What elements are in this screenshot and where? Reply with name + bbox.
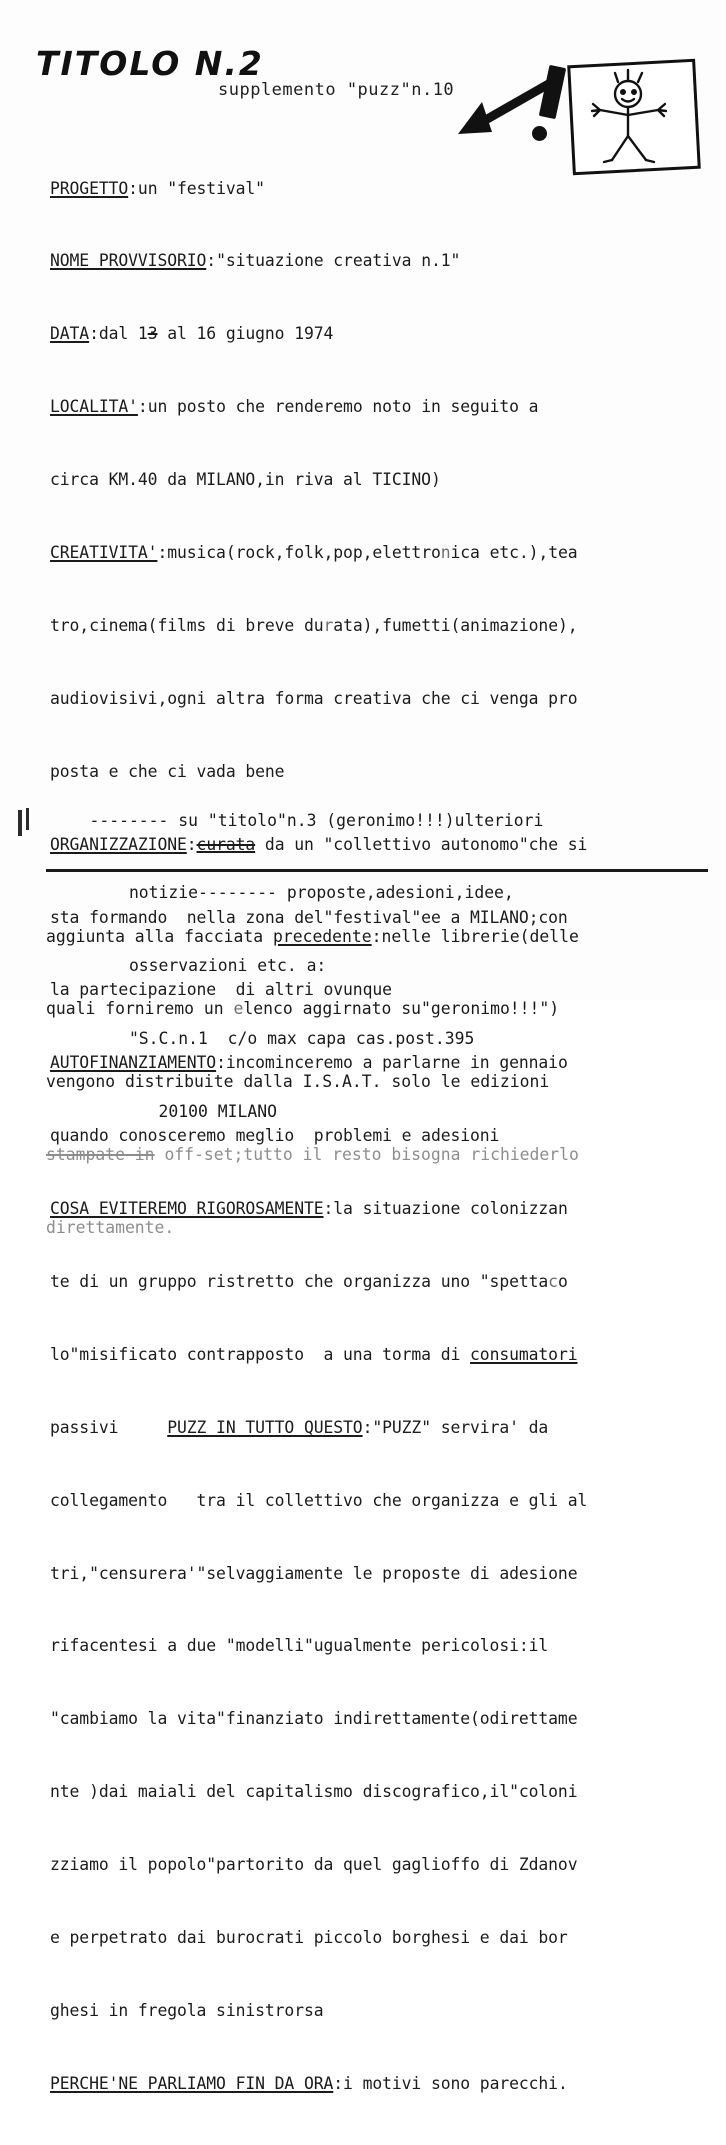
body-line: "cambiamo la vita"finanziato indirettamente(odirettame [50, 1709, 578, 1729]
body-line: DATA:dal 13 al 16 giugno 1974 [50, 324, 334, 344]
body-line: te di un gruppo ristretto che organizza uno "spettaco [50, 1271, 568, 1291]
closing-line: vengono distribuite dalla I.S.A.T. solo le edizioni [46, 1072, 550, 1092]
body-line: posta e che ci vada bene [50, 761, 285, 781]
contact-line: -------- su "titolo"n.3 (geronimo!!!)ulteriori [50, 810, 544, 830]
closing-line: direttamente. [46, 1218, 175, 1238]
body-line: ORGANIZZAZIONE:curata da un "collettivo autonomo"che si [50, 834, 588, 854]
body-line: CREATIVITA':musica(rock,folk,pop,elettronica etc.),tea [50, 543, 578, 563]
body-line: quando conosceremo meglio problemi e adesioni [50, 1126, 500, 1146]
body-line: la partecipazione di altri ovunque [50, 980, 392, 1000]
body-line: circa KM.40 da MILANO,in riva al TICINO) [50, 470, 441, 490]
body-line: zziamo il popolo"partorito da quel gaglioffo di Zdanov [50, 1855, 578, 1875]
margin-marks-icon [12, 806, 42, 896]
body-line: collegamento tra il collettivo che organizza e gli al [50, 1490, 588, 1510]
closing-line: quali forniremo un elenco aggirnato su"geronimo!!!") [46, 999, 560, 1019]
page-subtitle: supplemento "puzz"n.10 [218, 80, 455, 100]
body-line: PROGETTO:un "festival" [50, 178, 265, 198]
body-line: NOME PROVVISORIO:"situazione creativa n.1" [50, 251, 461, 271]
body-line: tro,cinema(films di breve durata),fumetti(animazione), [50, 615, 578, 635]
exclamation-bar [539, 65, 566, 119]
contact-line: notizie-------- proposte,adesioni,idee, [50, 883, 514, 903]
closing-line: aggiunta alla facciata precedente:nelle librerie(delle [46, 926, 579, 946]
body-line: LOCALITA':un posto che renderemo noto in seguito a [50, 397, 539, 417]
body-line: lo"misificato contrapposto a una torma di consumatori [50, 1344, 578, 1364]
body-line: COSA EVITEREMO RIGOROSAMENTE:la situazione colonizzan [50, 1199, 568, 1219]
body-line: PERCHE'NE PARLIAMO FIN DA ORA:i motivi sono parecchi. [50, 2073, 568, 2093]
contact-line: 20100 MILANO [50, 1102, 277, 1122]
closing-block [46, 876, 706, 1289]
body-line: passivi PUZZ IN TUTTO QUESTO:"PUZZ" servira' da [50, 1417, 549, 1437]
body-line: tri,"censurera'"selvaggiamente le proposte di adesione [50, 1563, 578, 1583]
body-line: e perpetrato dai burocrati piccolo borghesi e dai bor [50, 1927, 568, 1947]
body-line: audiovisivi,ogni altra forma creativa che ci venga pro [50, 688, 578, 708]
body-line: AUTOFINANZIAMENTO:incominceremo a parlarne in gennaio [50, 1053, 568, 1073]
contact-line: "S.C.n.1 c/o max capa cas.post.395 [50, 1029, 475, 1049]
body-line: nte )dai maiali del capitalismo discografico,il"coloni [50, 1782, 578, 1802]
body-line: ghesi in fregola sinistrorsa [50, 2000, 324, 2020]
horizontal-divider [46, 869, 708, 872]
body-line: sta formando nella zona del"festival"ee a MILANO;con [50, 907, 568, 927]
closing-line: stampate in off-set;tutto il resto bisogna richiederlo [46, 1145, 579, 1165]
contact-line: osservazioni etc. a: [50, 956, 327, 976]
page-title: TITOLO N.2 [36, 44, 264, 83]
body-line: rifacentesi a due "modelli"ugualmente pericolosi:il [50, 1636, 549, 1656]
